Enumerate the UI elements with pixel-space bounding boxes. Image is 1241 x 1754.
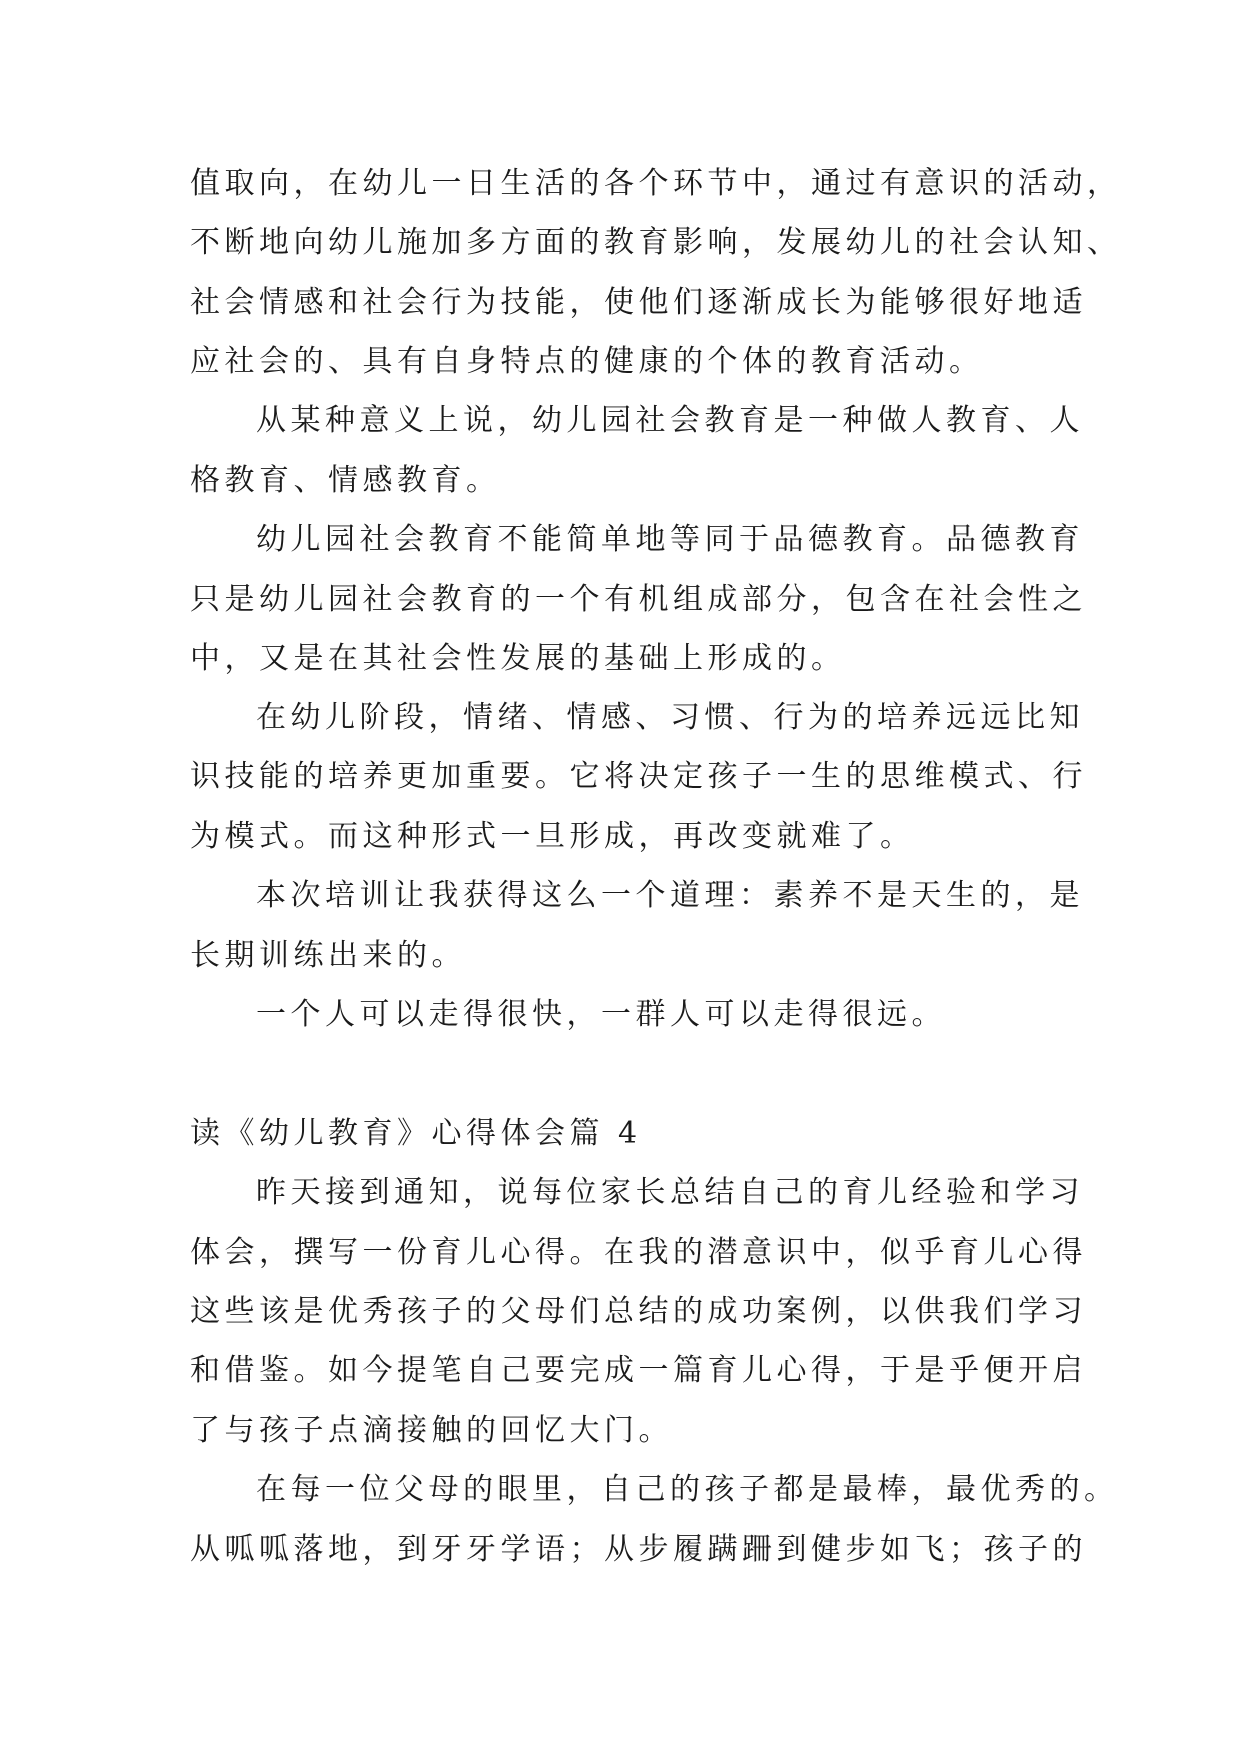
section-heading: 读《幼儿教育》心得体会篇 4 (190, 1116, 642, 1151)
paragraph-first-line: 从某种意义上说，幼儿园社会教育是一种做人教育、人 (256, 403, 1084, 438)
text-line: 从呱呱落地，到牙牙学语；从步履蹒跚到健步如飞；孩子的 (190, 1532, 1087, 1567)
paragraph-first-line: 在每一位父母的眼里，自己的孩子都是最棒，最优秀的。 (256, 1472, 1119, 1507)
paragraph-first-line: 昨天接到通知，说每位家长总结自己的育儿经验和学习 (256, 1175, 1084, 1210)
text-line: 这些该是优秀孩子的父母们总结的成功案例，以供我们学习 (190, 1294, 1087, 1329)
text-line: 应社会的、具有自身特点的健康的个体的教育活动。 (190, 344, 984, 379)
text-line: 了与孩子点滴接触的回忆大门。 (190, 1413, 673, 1448)
text-line: 不断地向幼儿施加多方面的教育影响，发展幼儿的社会认知、 (190, 225, 1122, 260)
text-line: 和借鉴。如今提笔自己要完成一篇育儿心得，于是乎便开启 (190, 1353, 1087, 1388)
text-line: 中，又是在其社会性发展的基础上形成的。 (190, 641, 846, 676)
paragraph-first-line: 一个人可以走得很快，一群人可以走得很远。 (256, 997, 946, 1032)
text-line: 识技能的培养更加重要。它将决定孩子一生的思维模式、行 (190, 759, 1087, 794)
paragraph-first-line: 幼儿园社会教育不能简单地等同于品德教育。品德教育 (256, 522, 1084, 557)
text-line: 值取向，在幼儿一日生活的各个环节中，通过有意识的活动， (190, 166, 1122, 201)
text-line: 为模式。而这种形式一旦形成，再改变就难了。 (190, 819, 915, 854)
text-line: 体会，撰写一份育儿心得。在我的潜意识中，似乎育儿心得 (190, 1235, 1087, 1270)
paragraph-first-line: 本次培训让我获得这么一个道理：素养不是天生的，是 (256, 878, 1084, 913)
text-line: 社会情感和社会行为技能，使他们逐渐成长为能够很好地适 (190, 285, 1087, 320)
text-line: 格教育、情感教育。 (190, 463, 501, 498)
text-line: 只是幼儿园社会教育的一个有机组成部分，包含在社会性之 (190, 582, 1087, 617)
paragraph-first-line: 在幼儿阶段，情绪、情感、习惯、行为的培养远远比知 (256, 700, 1084, 735)
text-line: 长期训练出来的。 (190, 938, 466, 973)
